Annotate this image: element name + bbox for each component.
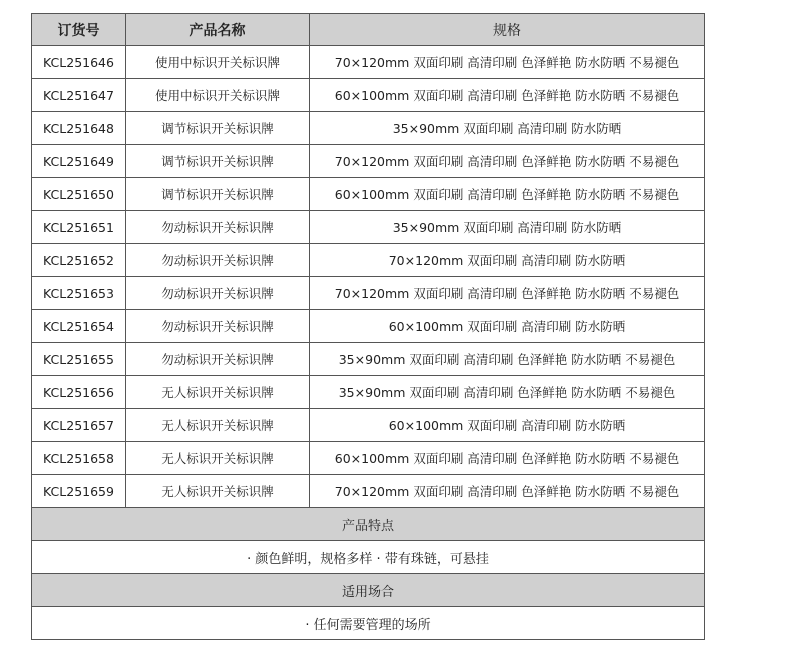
- applications-text: · 任何需要管理的场所: [32, 607, 705, 640]
- cell-order-no: KCL251650: [32, 178, 126, 211]
- applications-title: 适用场合: [32, 574, 705, 607]
- features-text: · 颜色鲜明，规格多样 · 带有珠链，可悬挂: [32, 541, 705, 574]
- table-row: [32, 178, 705, 211]
- cell-product-name: 使用中标识开关标识牌: [126, 46, 310, 79]
- cell-order-no: KCL251647: [32, 79, 126, 112]
- table-row: [32, 475, 705, 508]
- applications-body-row: [32, 607, 705, 640]
- table-row: [32, 409, 705, 442]
- cell-spec: 70×120mm 双面印刷 高清印刷 色泽鲜艳 防水防晒 不易褪色: [310, 145, 705, 178]
- table-header-row: [32, 14, 705, 46]
- cell-product-name: 无人标识开关标识牌: [126, 442, 310, 475]
- cell-spec: 60×100mm 双面印刷 高清印刷 防水防晒: [310, 409, 705, 442]
- header-product-name: 产品名称: [126, 14, 310, 46]
- cell-order-no: KCL251651: [32, 211, 126, 244]
- cell-order-no: KCL251658: [32, 442, 126, 475]
- product-spec-table: [31, 13, 705, 640]
- cell-product-name: 调节标识开关标识牌: [126, 178, 310, 211]
- cell-product-name: 无人标识开关标识牌: [126, 475, 310, 508]
- cell-spec: 35×90mm 双面印刷 高清印刷 色泽鲜艳 防水防晒 不易褪色: [310, 376, 705, 409]
- table-row: [32, 277, 705, 310]
- cell-product-name: 使用中标识开关标识牌: [126, 79, 310, 112]
- cell-spec: 60×100mm 双面印刷 高清印刷 色泽鲜艳 防水防晒 不易褪色: [310, 178, 705, 211]
- cell-spec: 70×120mm 双面印刷 高清印刷 防水防晒: [310, 244, 705, 277]
- features-body-row: [32, 541, 705, 574]
- cell-order-no: KCL251648: [32, 112, 126, 145]
- cell-product-name: 无人标识开关标识牌: [126, 409, 310, 442]
- cell-spec: 35×90mm 双面印刷 高清印刷 防水防晒: [310, 211, 705, 244]
- cell-product-name: 调节标识开关标识牌: [126, 112, 310, 145]
- table-row: [32, 112, 705, 145]
- cell-spec: 60×100mm 双面印刷 高清印刷 防水防晒: [310, 310, 705, 343]
- header-spec: 规格: [310, 14, 705, 46]
- cell-product-name: 无人标识开关标识牌: [126, 376, 310, 409]
- cell-order-no: KCL251652: [32, 244, 126, 277]
- table-row: [32, 376, 705, 409]
- cell-spec: 70×120mm 双面印刷 高清印刷 色泽鲜艳 防水防晒 不易褪色: [310, 277, 705, 310]
- cell-order-no: KCL251655: [32, 343, 126, 376]
- table-row: [32, 46, 705, 79]
- cell-spec: 70×120mm 双面印刷 高清印刷 色泽鲜艳 防水防晒 不易褪色: [310, 46, 705, 79]
- features-title: 产品特点: [32, 508, 705, 541]
- table-body: [32, 46, 705, 508]
- table-row: [32, 145, 705, 178]
- cell-order-no: KCL251659: [32, 475, 126, 508]
- cell-order-no: KCL251654: [32, 310, 126, 343]
- cell-order-no: KCL251649: [32, 145, 126, 178]
- cell-spec: 60×100mm 双面印刷 高清印刷 色泽鲜艳 防水防晒 不易褪色: [310, 79, 705, 112]
- table-row: [32, 79, 705, 112]
- table-row: [32, 211, 705, 244]
- cell-order-no: KCL251646: [32, 46, 126, 79]
- cell-product-name: 勿动标识开关标识牌: [126, 211, 310, 244]
- table-row: [32, 310, 705, 343]
- header-order-no: 订货号: [32, 14, 126, 46]
- cell-spec: 35×90mm 双面印刷 高清印刷 色泽鲜艳 防水防晒 不易褪色: [310, 343, 705, 376]
- cell-spec: 60×100mm 双面印刷 高清印刷 色泽鲜艳 防水防晒 不易褪色: [310, 442, 705, 475]
- table-row: [32, 343, 705, 376]
- cell-order-no: KCL251653: [32, 277, 126, 310]
- cell-spec: 70×120mm 双面印刷 高清印刷 色泽鲜艳 防水防晒 不易褪色: [310, 475, 705, 508]
- cell-product-name: 勿动标识开关标识牌: [126, 310, 310, 343]
- cell-product-name: 调节标识开关标识牌: [126, 145, 310, 178]
- features-header-row: [32, 508, 705, 541]
- cell-product-name: 勿动标识开关标识牌: [126, 244, 310, 277]
- applications-header-row: [32, 574, 705, 607]
- table-row: [32, 244, 705, 277]
- cell-order-no: KCL251656: [32, 376, 126, 409]
- table-row: [32, 442, 705, 475]
- cell-spec: 35×90mm 双面印刷 高清印刷 防水防晒: [310, 112, 705, 145]
- cell-product-name: 勿动标识开关标识牌: [126, 343, 310, 376]
- cell-product-name: 勿动标识开关标识牌: [126, 277, 310, 310]
- cell-order-no: KCL251657: [32, 409, 126, 442]
